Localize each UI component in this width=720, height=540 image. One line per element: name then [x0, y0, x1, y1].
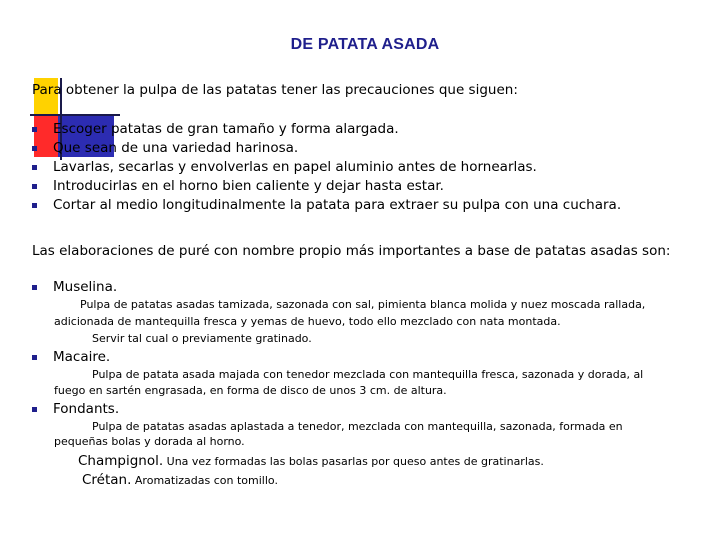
square-bullet-icon — [32, 146, 37, 151]
macaire-heading: Macaire. — [32, 348, 110, 366]
muselina-description-line-1: Pulpa de patatas asadas tamizada, sazonada con sal, pimienta blanca molida y nuez moscada rallada, — [80, 298, 646, 311]
precaution-item: Que sean de una variedad harinosa. — [32, 139, 621, 158]
square-bullet-icon — [32, 127, 37, 132]
champignol-name: Champignol. — [78, 453, 164, 469]
muselina-description-line-2: adicionada de mantequilla fresca y yemas de huevo, todo ello mezclado con nata montada. — [54, 315, 561, 328]
square-bullet-icon — [32, 184, 37, 189]
elaborations-intro: Las elaboraciones de puré con nombre propio más importantes a base de patatas asadas son: — [32, 243, 671, 259]
cretan-line — [82, 473, 278, 488]
square-bullet-icon — [32, 285, 37, 290]
fondants-description-line-2: pequeñas bolas y dorada al horno. — [54, 435, 245, 448]
champignol-description: Una vez formadas las bolas pasarlas por queso antes de gratinarlas. — [163, 455, 544, 468]
square-bullet-icon — [32, 407, 37, 412]
precautions-list — [32, 120, 621, 215]
intro-text: Para obtener la pulpa de las patatas tener las precauciones que siguen: — [32, 82, 518, 98]
macaire-description-line-2: fuego en sartén engrasada, en forma de disco de unos 3 cm. de altura. — [54, 384, 447, 397]
fondants-heading: Fondants. — [32, 400, 119, 418]
cretan-description: Aromatizadas con tomillo. — [131, 474, 278, 487]
square-bullet-icon — [32, 203, 37, 208]
cretan-name: Crétan. — [82, 472, 132, 488]
macaire-description-line-1: Pulpa de patata asada majada con tenedor mezclada con mantequilla fresca, sazonada y dorada, al — [92, 368, 644, 381]
square-bullet-icon — [32, 165, 37, 170]
muselina-heading: Muselina. — [32, 278, 117, 296]
precaution-item: Introducirlas en el horno bien caliente y dejar hasta estar. — [32, 177, 621, 196]
muselina-description-line-3: Servir tal cual o previamente gratinado. — [92, 332, 312, 345]
precaution-item: Escoger patatas de gran tamaño y forma alargada. — [32, 120, 621, 139]
fondants-description-line-1: Pulpa de patatas asadas aplastada a tenedor, mezclada con mantequilla, sazonada, formada en — [92, 420, 623, 433]
slide-title: DE PATATA ASADA — [290, 36, 440, 53]
champignol-line — [78, 454, 544, 469]
precaution-item: Lavarlas, secarlas y envolverlas en papel aluminio antes de hornearlas. — [32, 158, 621, 177]
square-bullet-icon — [32, 355, 37, 360]
precaution-item: Cortar al medio longitudinalmente la patata para extraer su pulpa con una cuchara. — [32, 196, 621, 215]
